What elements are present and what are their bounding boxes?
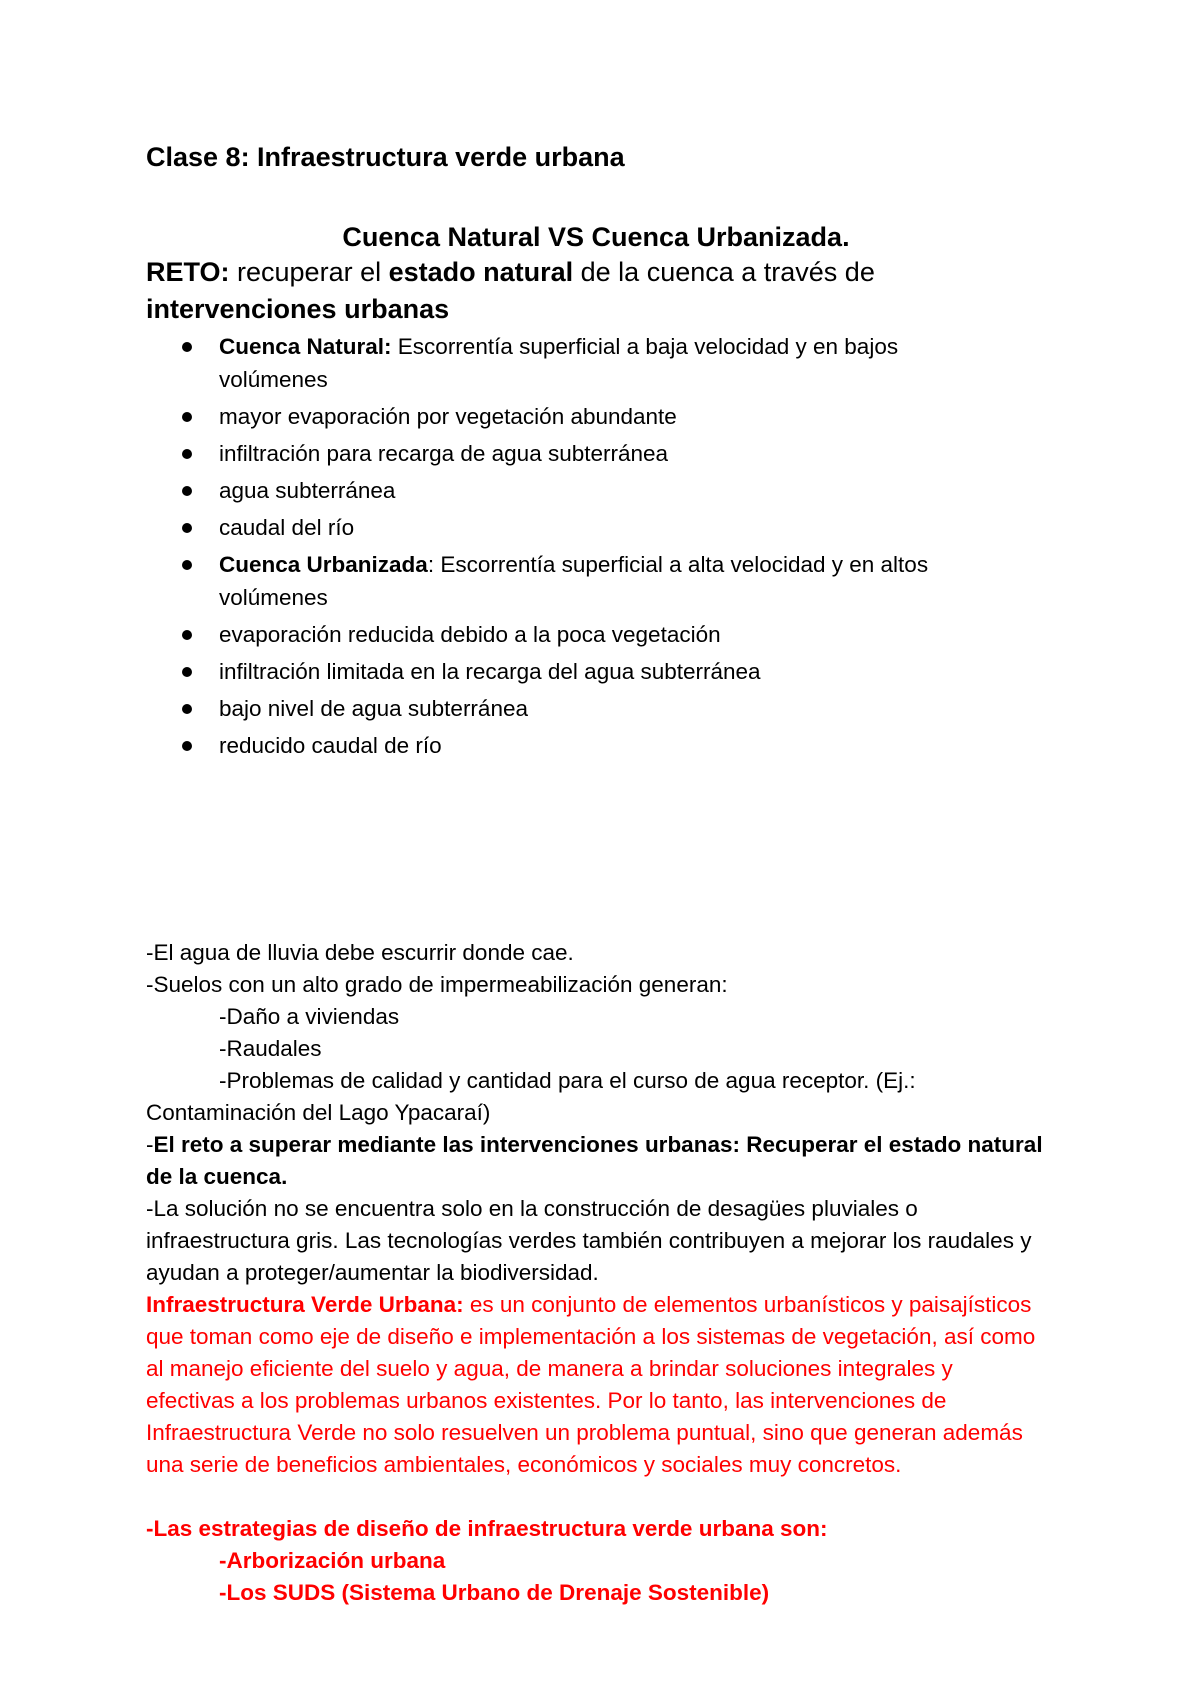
list-item-bold: Cuenca Natural:	[219, 334, 392, 359]
bullet-icon	[182, 630, 192, 640]
body-text	[146, 937, 1046, 1609]
bullet-icon	[182, 412, 192, 422]
reto-bold-1: estado natural	[388, 257, 574, 287]
list-item-text: infiltración limitada en la recarga del agua subterránea	[219, 659, 761, 684]
list-item	[146, 474, 1006, 507]
list-item-text: reducido caudal de río	[219, 733, 442, 758]
paragraph-rain: -El agua de lluvia debe escurrir donde cae.	[146, 940, 574, 965]
definition-text: es un conjunto de elementos urbanísticos y paisajísticos que toman como eje de diseño e implementación a los sistemas de vegetación, así como al manejo eficiente del suelo y agua, de manera a brindar soluciones integrales y efectivas a los problemas urbanos existentes. Por lo tanto, las intervenciones de Infraestructura Verde no solo resuelven un problema puntual, sino que generan además una serie de beneficios ambientales, económicos y sociales muy concretos.	[146, 1292, 1036, 1477]
paragraph-soils: -Suelos con un alto grado de impermeabilización generan:	[146, 972, 728, 997]
list-item	[146, 437, 1006, 470]
list-item	[146, 330, 1006, 396]
list-item	[146, 548, 1006, 614]
list-item	[146, 692, 1006, 725]
list-item-text: Escorrentía superficial a baja velocidad y en bajos volúmenes	[219, 334, 899, 392]
list-item	[146, 729, 1006, 762]
bullet-icon	[182, 560, 192, 570]
reto-bold-2: intervenciones urbanas	[146, 294, 450, 324]
list-item	[146, 618, 1006, 651]
definition-label: Infraestructura Verde Urbana:	[146, 1292, 464, 1317]
reto-label: RETO:	[146, 257, 230, 287]
sub-item-problems: -Problemas de calidad y cantidad para el curso de agua receptor. (Ej.:	[219, 1068, 916, 1093]
bullet-list	[146, 330, 1006, 766]
reto-statement	[146, 254, 1026, 328]
list-item	[146, 511, 1006, 544]
bullet-icon	[182, 342, 192, 352]
bullet-icon	[182, 667, 192, 677]
sub-item-raudales: -Raudales	[219, 1036, 322, 1061]
list-item	[146, 655, 1006, 688]
page-title: Clase 8: Infraestructura verde urbana	[146, 142, 625, 172]
bullet-icon	[182, 449, 192, 459]
list-item-text: evaporación reducida debido a la poca vegetación	[219, 622, 721, 647]
list-item-text: infiltración para recarga de agua subterránea	[219, 441, 669, 466]
list-item-text: agua subterránea	[219, 478, 396, 503]
reto-text-2: de la cuenca a través de	[573, 257, 875, 287]
challenge-dash: -	[146, 1132, 154, 1157]
list-item-text: bajo nivel de agua subterránea	[219, 696, 528, 721]
list-item-text: : Escorrentía superficial a alta velocidad y en altos volúmenes	[219, 552, 929, 610]
challenge-text: El reto a superar mediante las intervenciones urbanas: Recuperar el estado natural de la cuenca.	[146, 1132, 1043, 1189]
strategy-item: -Los SUDS (Sistema Urbano de Drenaje Sostenible)	[219, 1580, 770, 1605]
paragraph-challenge	[146, 1129, 1046, 1193]
sub-item-damage: -Daño a viviendas	[219, 1004, 400, 1029]
bullet-icon	[182, 704, 192, 714]
bullet-icon	[182, 486, 192, 496]
bullet-icon	[182, 741, 192, 751]
reto-text-1: recuperar el	[229, 257, 389, 287]
strategies-title: -Las estrategias de diseño de infraestructura verde urbana son:	[146, 1516, 828, 1541]
paragraph-solution: -La solución no se encuentra solo en la construcción de desagües pluviales o infraestructura gris. Las tecnologías verdes también contribuyen a mejorar los raudales y ayudan a proteger/aumentar la biodiversidad.	[146, 1196, 1032, 1285]
list-item-text: mayor evaporación por vegetación abundante	[219, 404, 677, 429]
list-item-bold: Cuenca Urbanizada	[219, 552, 428, 577]
list-item-text: caudal del río	[219, 515, 355, 540]
spacer	[146, 1481, 1046, 1513]
section-subtitle: Cuenca Natural VS Cuenca Urbanizada.	[342, 222, 850, 252]
bullet-icon	[182, 523, 192, 533]
list-item	[146, 400, 1006, 433]
strategy-item: -Arborización urbana	[219, 1548, 446, 1573]
paragraph-definition	[146, 1289, 1046, 1481]
sub-item-problems-cont: Contaminación del Lago Ypacaraí)	[146, 1100, 491, 1125]
